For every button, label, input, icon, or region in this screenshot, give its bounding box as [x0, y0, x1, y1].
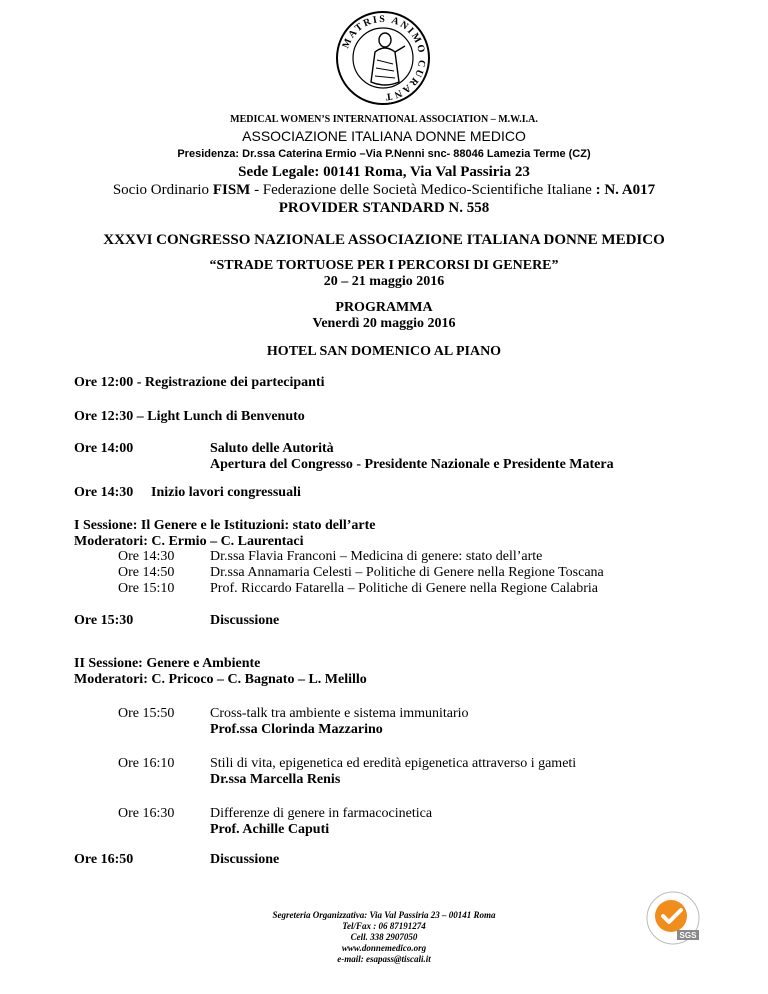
session1-discussion-time: Ore 15:30 [74, 613, 134, 628]
sede-legale: Sede Legale: 00141 Roma, Via Val Passiria 23 [238, 164, 530, 180]
svg-text:SGS: SGS [679, 931, 697, 940]
aidm-name: ASSOCIAZIONE ITALIANA DONNE MEDICO [242, 128, 526, 144]
session2-moderators: Moderatori: C. Pricoco – C. Bagnato – L. Melillo [74, 672, 367, 687]
session2-talk-time: Ore 15:50 [118, 706, 175, 721]
program-day: Venerdì 20 maggio 2016 [312, 316, 456, 331]
session2-talk-time: Ore 16:30 [118, 806, 175, 821]
socio-d: : N. A017 [595, 182, 656, 198]
session1-moderators: Moderatori: C. Ermio – C. Laurentaci [74, 534, 304, 549]
footer-email: e-mail: esapass@tiscali.it [337, 954, 431, 964]
session1-discussion: Discussione [210, 613, 280, 628]
sgs-certification-icon [641, 888, 705, 952]
programma-heading: PROGRAMMA [335, 300, 433, 315]
session2-talk-speaker: Prof.ssa Clorinda Mazzarino [210, 722, 383, 737]
svg-text:MATRIS ANIMO CURANT: MATRIS ANIMO CURANT [340, 13, 428, 103]
lunch-item: Ore 12:30 – Light Lunch di Benvenuto [74, 409, 305, 424]
session2-talk-time: Ore 16:10 [118, 756, 175, 771]
saluto-item: Saluto delle Autorità [210, 441, 334, 456]
footer-telfax: Tel/Fax : 06 87191274 [342, 921, 426, 931]
footer-website: www.donnemedico.org [341, 943, 427, 953]
session1-talk-time: Ore 14:30 [118, 549, 175, 564]
session1-talk-time: Ore 14:50 [118, 565, 175, 580]
association-seal-logo [335, 10, 431, 106]
session2-talk-topic: Differenze di genere in farmacocinetica [210, 806, 433, 821]
mwia-line: MEDICAL WOMEN’S INTERNATIONAL ASSOCIATION – M.W.I.A. [230, 114, 538, 125]
apertura-item: Apertura del Congresso - Presidente Nazionale e Presidente Matera [210, 457, 614, 472]
session2-talk-speaker: Prof. Achille Caputi [210, 822, 330, 837]
session2-talk-topic: Stili di vita, epigenetica ed eredità epigenetica attraverso i gameti [210, 756, 577, 771]
session2-discussion-time: Ore 16:50 [74, 852, 134, 867]
congress-dates: 20 – 21 maggio 2016 [323, 274, 445, 289]
registrazione-item: Ore 12:00 - Registrazione dei partecipanti [74, 375, 325, 390]
session1-talk: Prof. Riccardo Fatarella – Politiche di Genere nella Regione Calabria [210, 581, 598, 596]
session1-talk-time: Ore 15:10 [118, 581, 175, 596]
socio-ordinario-line [0, 182, 768, 199]
venue: HOTEL SAN DOMENICO AL PIANO [266, 344, 502, 359]
session2-title: II Sessione: Genere e Ambiente [74, 656, 261, 671]
socio-b: FISM [212, 182, 251, 198]
inizio-item: Inizio lavori congressuali [151, 485, 301, 500]
session2-talk-topic: Cross-talk tra ambiente e sistema immunitario [210, 706, 469, 721]
footer-cell: Cell. 338 2907050 [350, 932, 418, 942]
session2-discussion: Discussione [210, 852, 280, 867]
socio-a: Socio Ordinario [112, 182, 213, 198]
provider-line: PROVIDER STANDARD N. 558 [278, 200, 490, 216]
session1-title: I Sessione: Il Genere e le Istituzioni: stato dell’arte [74, 518, 376, 533]
congress-title: XXXVI CONGRESSO NAZIONALE ASSOCIAZIONE ITALIANA DONNE MEDICO [103, 232, 665, 248]
congress-subtitle: “STRADE TORTUOSE PER I PERCORSI DI GENERE” [209, 258, 559, 273]
session1-talk: Dr.ssa Flavia Franconi – Medicina di genere: stato dell’arte [210, 549, 543, 564]
time-1400: Ore 14:00 [74, 441, 134, 456]
socio-c: - Federazione delle Società Medico-Scientifiche Italiane [250, 182, 596, 198]
session2-talk-speaker: Dr.ssa Marcella Renis [210, 772, 341, 787]
session1-talk: Dr.ssa Annamaria Celesti – Politiche di Genere nella Regione Toscana [210, 565, 604, 580]
time-1430: Ore 14:30 [74, 485, 134, 500]
presidenza-line: Presidenza: Dr.ssa Caterina Ermio –Via P.Nenni snc- 88046 Lamezia Terme (CZ) [177, 148, 591, 160]
footer-secretariat: Segreteria Organizzativa: Via Val Passiria 23 – 00141 Roma [272, 910, 496, 920]
